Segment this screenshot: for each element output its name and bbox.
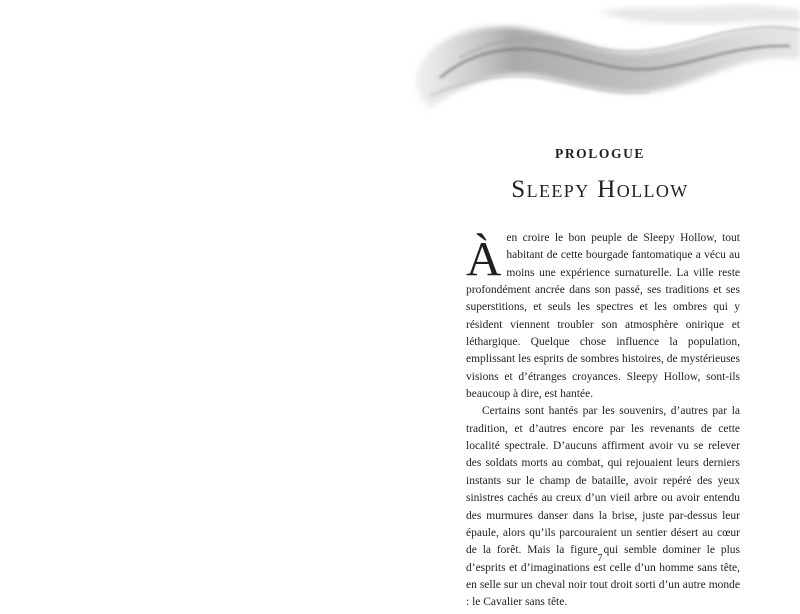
- chapter-label: PROLOGUE: [554, 146, 646, 161]
- drop-cap: À: [466, 231, 502, 286]
- paragraph-2: Certains sont hantés par les souvenirs, d’autres par la tradition, et d’autres encore par les revenants de cette localité spectrale. D’aucuns affirment avoir vu se relever des soldats morts au combat, qui rejouaient leurs derniers instants sur le champ de bataille, avoir repéré des yeux sinistres cachés au creux d’un vieil arbre ou avoir entendu des murmures danser dans la brise, juste par-dessus leur épaule, alors qu’ils parcouraient un sentier désert au cœur de la forêt. Mais la figure qui semble dominer le plus d’esprits et d’imaginations est celle d’un homme sans tête, en selle sur un cheval noir tout droit sorti d’un autre monde : le Cavalier sans tête.: [466, 405, 740, 609]
- page-number: 7: [597, 553, 603, 564]
- chapter-title: Sleepy Hollow: [511, 176, 689, 203]
- paragraph-1: [466, 230, 740, 403]
- smoke-illustration: [400, 0, 800, 130]
- paragraph-1-text: en croire le bon peuple de Sleepy Hollow, tout habitant de cette bourgade fantomatique a vécu au moins une expérience surnaturelle. La ville reste profondément ancrée dans son passé, ses traditions et ses superstitions, et seuls les spectres et les ombres qui y résident viennent troubler son atmosphère onirique et léthargique. Quelque chose influence la population, emplissant les esprits de sombres histoires, de mystérieuses visions et d’étranges croyances. Sleepy Hollow, sont-ils beaucoup à dire, est hantée.: [466, 232, 740, 401]
